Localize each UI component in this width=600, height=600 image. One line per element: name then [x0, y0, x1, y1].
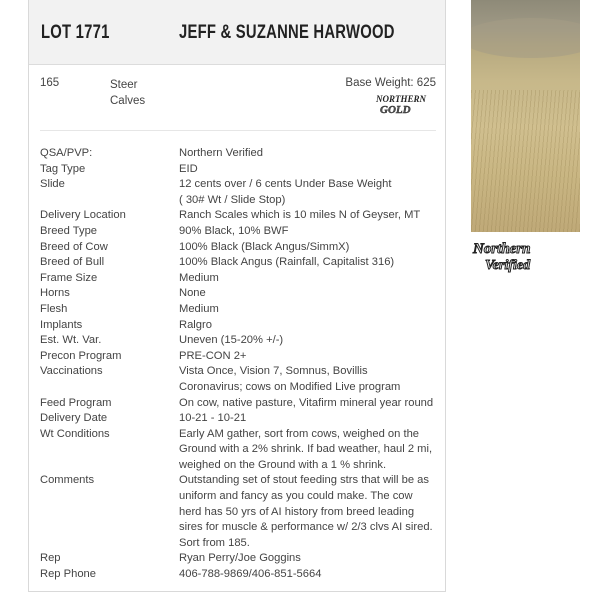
detail-row	[40, 146, 440, 162]
detail-row	[40, 473, 440, 551]
seller-name: JEFF & SUZANNE HARWOOD	[179, 22, 395, 43]
detail-label: Rep	[40, 552, 61, 565]
detail-value	[179, 349, 440, 365]
detail-label: Breed of Cow	[40, 240, 108, 253]
detail-row	[40, 162, 440, 178]
detail-label: Flesh	[40, 302, 68, 315]
detail-row	[40, 271, 440, 287]
detail-label: Tag Type	[40, 162, 86, 175]
detail-value	[179, 255, 440, 271]
detail-label: Est. Wt. Var.	[40, 334, 102, 347]
detail-label: Rep Phone	[40, 568, 96, 581]
detail-row	[40, 208, 440, 224]
detail-label: Wt Conditions	[40, 427, 110, 440]
detail-row	[40, 302, 440, 318]
detail-row	[40, 349, 440, 365]
northern-gold-logo-northern: NORTHERN	[376, 94, 427, 104]
detail-value	[179, 473, 440, 551]
detail-value	[179, 302, 440, 318]
detail-value-text: Medium	[179, 271, 219, 284]
detail-value-text: Ranch Scales which is 10 miles N of Geyser, MT	[179, 209, 421, 222]
detail-label: Frame Size	[40, 271, 98, 284]
detail-value	[179, 318, 440, 334]
detail-value	[179, 240, 440, 256]
detail-value	[179, 177, 440, 208]
summary-divider	[40, 130, 436, 131]
detail-value-text: On cow, native pasture, Vitafirm mineral year round	[179, 396, 434, 409]
detail-label: Breed Type	[40, 224, 98, 237]
detail-row	[40, 177, 440, 208]
detail-value-text: Vista Once, Vision 7, Somnus, Bovillis Coronavirus; cows on Modified Live program	[179, 365, 401, 393]
detail-label: Breed of Bull	[40, 256, 105, 269]
detail-value-text: 100% Black (Black Angus/SimmX)	[179, 240, 350, 253]
detail-row	[40, 364, 440, 395]
detail-row	[40, 551, 440, 567]
detail-label: Delivery Location	[40, 209, 126, 222]
detail-value-text: 10-21 - 10-21	[179, 412, 247, 425]
northern-gold-logo-gold: GOLD	[380, 104, 411, 115]
detail-value	[179, 224, 440, 240]
detail-value	[179, 162, 440, 178]
detail-row	[40, 286, 440, 302]
northern-gold-logo	[374, 93, 436, 115]
detail-value-text: 90% Black, 10% BWF	[179, 224, 289, 237]
detail-row	[40, 411, 440, 427]
detail-value	[179, 271, 440, 287]
detail-row	[40, 427, 440, 474]
detail-label: Feed Program	[40, 396, 112, 409]
detail-label: Comments	[40, 474, 95, 487]
cattle-kind-line1: Steer	[110, 79, 138, 91]
detail-value-text: Northern Verified	[179, 147, 263, 159]
detail-value	[179, 551, 440, 567]
detail-value-text: 12 cents over / 6 cents Under Base Weight	[179, 178, 392, 191]
detail-value-text: Outstanding set of stout feeding strs that will be as uniform and fancy as you could make. The cow herd has 50 yrs of AI history from breed leading sires for muscle & performance w/ 2/3 clvs AI sired. Sort from 185.	[179, 474, 433, 549]
detail-label: Precon Program	[40, 349, 122, 362]
detail-row	[40, 333, 440, 349]
detail-value-text: 406-788-9869/406-851-5664	[179, 568, 322, 581]
lot-details	[40, 146, 440, 583]
detail-value-text: Ralgro	[179, 318, 212, 331]
lot-number: LOT 1771	[41, 22, 110, 43]
detail-row	[40, 567, 440, 583]
cattle-photo	[471, 0, 580, 232]
detail-value	[179, 364, 440, 395]
detail-row	[40, 396, 440, 412]
detail-value-text: Medium	[179, 302, 219, 315]
detail-value	[179, 208, 440, 224]
cattle-kind	[110, 77, 170, 109]
northern-verified-logo-verified: Verified	[485, 258, 531, 273]
detail-label: Vaccinations	[40, 365, 103, 378]
cattle-kind-line2: Calves	[110, 95, 146, 107]
detail-label: Slide	[40, 178, 65, 191]
detail-value	[179, 146, 440, 162]
detail-row	[40, 255, 440, 271]
northern-verified-logo	[471, 238, 571, 274]
detail-value	[179, 411, 440, 427]
lot-summary	[40, 75, 436, 131]
northern-verified-logo-northern: Northern	[473, 241, 531, 257]
detail-value-text: 100% Black Angus (Rainfall, Capitalist 316)	[179, 256, 395, 269]
detail-label: Horns	[40, 287, 70, 300]
detail-value-text: PRE-CON 2+	[179, 349, 247, 362]
detail-value-text: None	[179, 287, 206, 300]
base-weight: Base Weight: 625	[345, 77, 436, 89]
detail-label: Delivery Date	[40, 412, 108, 425]
detail-value	[179, 333, 440, 349]
detail-label: Implants	[40, 318, 83, 331]
detail-value	[179, 396, 440, 412]
lot-card	[28, 0, 446, 592]
detail-value-text: Uneven (15-20% +/-)	[179, 334, 284, 347]
detail-value	[179, 567, 440, 583]
detail-value-text: Ryan Perry/Joe Goggins	[179, 552, 301, 565]
detail-row	[40, 224, 440, 240]
detail-row	[40, 318, 440, 334]
lot-header	[29, 0, 445, 65]
detail-value-text: EID	[179, 162, 198, 175]
head-count: 165	[40, 77, 60, 89]
detail-value	[179, 286, 440, 302]
detail-row	[40, 240, 440, 256]
detail-value	[179, 427, 440, 474]
detail-value-text-line2: ( 30# Wt / Slide Stop)	[179, 193, 286, 206]
detail-value-text: Early AM gather, sort from cows, weighed on the Ground with a 2% shrink. If bad weather, haul 2 mi, weighed on the Ground with a 1 % shrink.	[179, 427, 433, 471]
detail-label: QSA/PVP:	[40, 147, 93, 159]
